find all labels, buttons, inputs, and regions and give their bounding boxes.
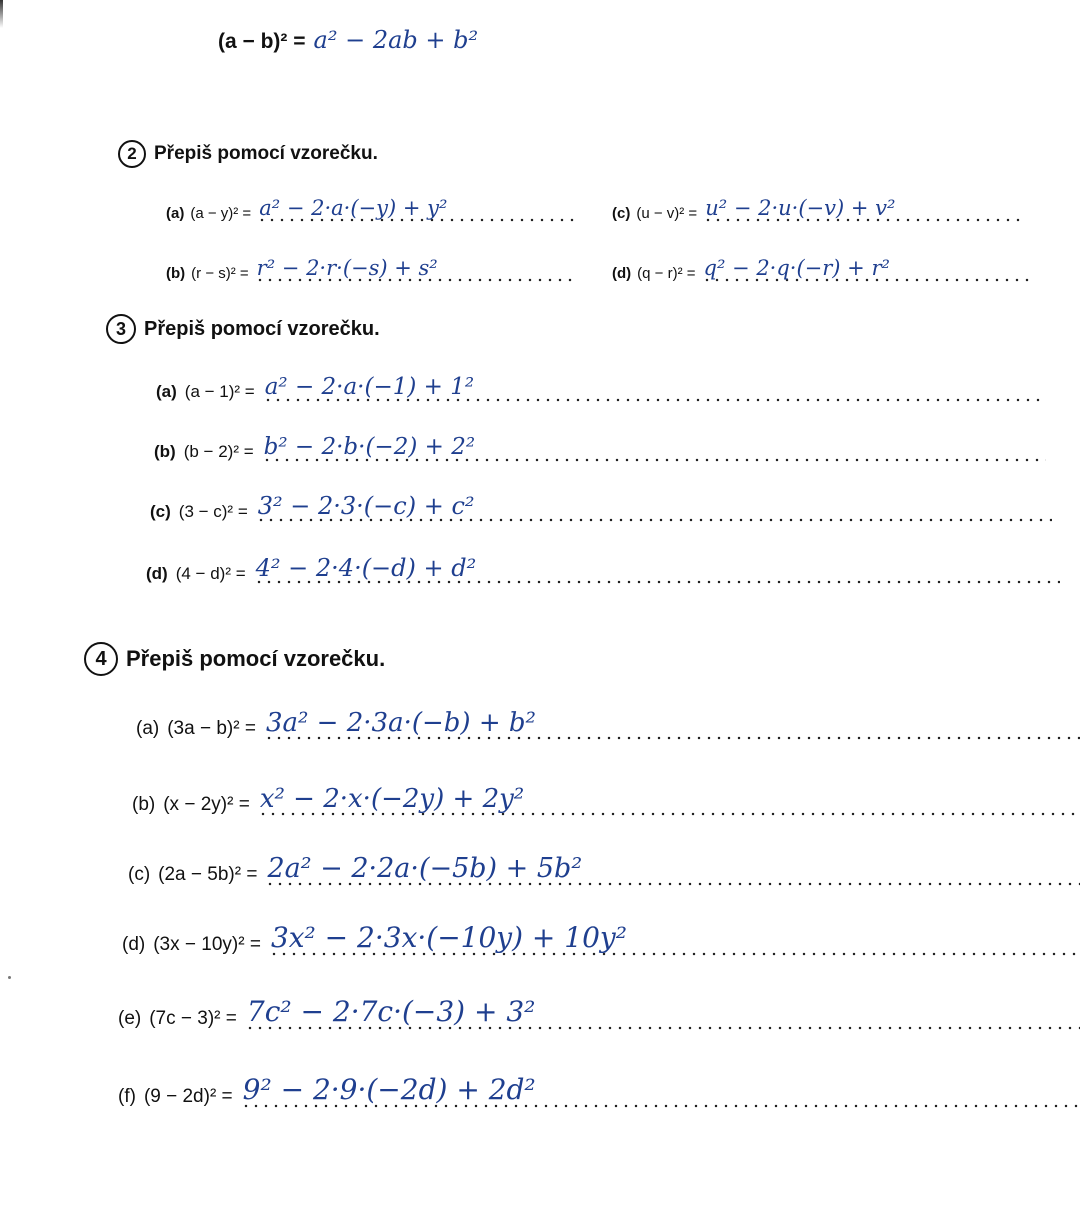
section-title: Přepiš pomocí vzorečku. bbox=[154, 143, 378, 164]
item-expression: (2a − 5b)² = bbox=[158, 864, 258, 885]
exercise-2b bbox=[166, 252, 578, 282]
section-title: Přepiš pomocí vzorečku. bbox=[144, 317, 380, 340]
item-expression: (q − r)² = bbox=[637, 265, 696, 282]
answer-field[interactable] bbox=[702, 252, 1030, 282]
answer-field[interactable] bbox=[703, 192, 1024, 222]
exercise-4c bbox=[128, 852, 1080, 886]
handwritten-answer: 3² − 2·3·(−c) + c² bbox=[257, 492, 475, 520]
item-expression: (x − 2y)² = bbox=[163, 794, 250, 815]
exercise-4a bbox=[136, 706, 1080, 740]
exercise-2a bbox=[166, 192, 578, 222]
handwritten-answer: 3a² − 2·3a·(−b) + b² bbox=[265, 708, 536, 738]
item-letter: (b) bbox=[132, 794, 156, 815]
answer-field[interactable] bbox=[258, 782, 1080, 816]
item-expression: (3a − b)² = bbox=[167, 718, 256, 739]
handwritten-answer: u² − 2·u·(−v) + v² bbox=[705, 196, 896, 220]
item-expression: (r − s)² = bbox=[191, 265, 249, 282]
item-expression: (9 − 2d)² = bbox=[143, 1086, 233, 1107]
section-2-heading bbox=[118, 140, 378, 168]
exercise-3c bbox=[150, 492, 1052, 522]
item-expression: (4 − d)² = bbox=[175, 564, 246, 583]
exercise-4b bbox=[132, 782, 1080, 816]
answer-field[interactable] bbox=[265, 852, 1080, 886]
section-4-heading bbox=[84, 642, 385, 676]
handwritten-answer: 9² − 2·9·(−2d) + 2d² bbox=[242, 1073, 536, 1106]
item-letter: (e) bbox=[118, 1008, 142, 1029]
section-number-badge: 4 bbox=[84, 642, 118, 676]
item-letter: (f) bbox=[118, 1086, 136, 1107]
handwritten-answer: 7c² − 2·7c·(−3) + 3² bbox=[246, 995, 536, 1028]
exercise-3a bbox=[156, 372, 1040, 402]
handwritten-answer: r² − 2·r·(−s) + s² bbox=[256, 256, 438, 280]
item-letter: (a) bbox=[136, 718, 160, 739]
answer-field[interactable] bbox=[263, 372, 1040, 402]
handwritten-answer: 4² − 2·4·(−d) + d² bbox=[255, 554, 477, 582]
handwritten-answer: 3x² − 2·3x·(−10y) + 10y² bbox=[270, 921, 627, 954]
section-title: Přepiš pomocí vzorečku. bbox=[126, 646, 386, 671]
answer-field[interactable] bbox=[255, 252, 578, 282]
item-letter: (d) bbox=[146, 564, 168, 583]
item-expression: (a − 1)² = bbox=[184, 382, 255, 401]
exercise-2d bbox=[612, 252, 1030, 282]
handwritten-answer: a² − 2·a·(−1) + 1² bbox=[264, 374, 475, 400]
item-expression: (3x − 10y)² = bbox=[153, 934, 261, 955]
item-expression: (3 − c)² = bbox=[178, 502, 248, 521]
formula-handwritten: a² − 2ab + b² bbox=[313, 26, 479, 54]
scan-edge-mark bbox=[0, 0, 3, 28]
answer-field[interactable] bbox=[245, 996, 1080, 1030]
section-number-badge: 2 bbox=[118, 140, 146, 168]
item-expression: (u − v)² = bbox=[636, 205, 698, 222]
scan-dot bbox=[8, 976, 11, 979]
item-letter: (d) bbox=[612, 265, 632, 282]
item-letter: (c) bbox=[612, 205, 631, 222]
section-3-heading bbox=[106, 314, 380, 344]
exercise-4d bbox=[122, 922, 1080, 956]
exercise-4e bbox=[118, 996, 1080, 1030]
exercise-2c bbox=[612, 192, 1024, 222]
item-letter: (b) bbox=[154, 442, 176, 461]
item-letter: (a) bbox=[156, 382, 177, 401]
answer-field[interactable] bbox=[254, 554, 1060, 584]
item-expression: (b − 2)² = bbox=[183, 442, 254, 461]
item-letter: (c) bbox=[150, 502, 171, 521]
answer-field[interactable] bbox=[257, 192, 578, 222]
item-letter: (c) bbox=[128, 864, 151, 885]
item-expression: (7c − 3)² = bbox=[149, 1008, 237, 1029]
formula-printed: (a − b)² = bbox=[218, 30, 306, 53]
handwritten-answer: 2a² − 2·2a·(−5b) + 5b² bbox=[267, 853, 583, 884]
exercise-3d bbox=[146, 554, 1060, 584]
answer-field[interactable] bbox=[241, 1074, 1080, 1108]
item-letter: (a) bbox=[166, 205, 185, 222]
answer-field[interactable] bbox=[264, 706, 1080, 740]
formula-header bbox=[218, 26, 478, 54]
section-number-badge: 3 bbox=[106, 314, 136, 344]
handwritten-answer: b² − 2·b·(−2) + 2² bbox=[263, 434, 476, 460]
answer-field[interactable] bbox=[269, 922, 1080, 956]
exercise-4f bbox=[118, 1074, 1080, 1108]
item-letter: (d) bbox=[122, 934, 146, 955]
answer-field[interactable] bbox=[256, 492, 1052, 522]
handwritten-answer: x² − 2·x·(−2y) + 2y² bbox=[259, 784, 525, 814]
answer-field[interactable] bbox=[262, 432, 1046, 462]
exercise-3b bbox=[154, 432, 1046, 462]
handwritten-answer: q² − 2·q·(−r) + r² bbox=[703, 256, 890, 280]
item-letter: (b) bbox=[166, 265, 186, 282]
item-expression: (a − y)² = bbox=[190, 205, 252, 222]
handwritten-answer: a² − 2·a·(−y) + y² bbox=[259, 196, 448, 220]
